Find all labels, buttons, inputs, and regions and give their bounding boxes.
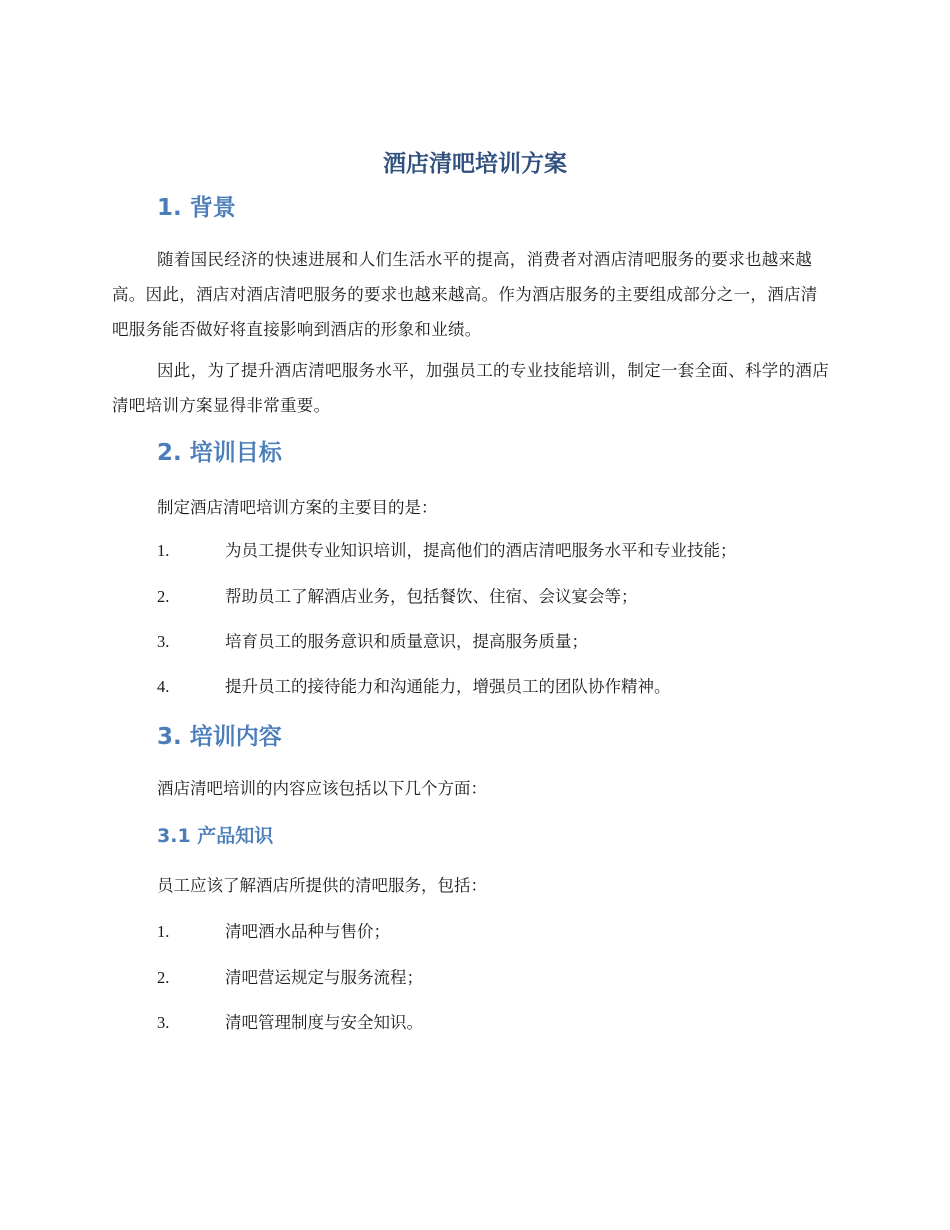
- product-item-text: 清吧管理制度与安全知识。: [225, 1013, 423, 1032]
- product-item-number: 2.: [157, 968, 170, 987]
- heading-background: 1. 背景: [157, 195, 236, 221]
- goals-intro: 制定酒店清吧培训方案的主要目的是：: [157, 498, 438, 517]
- goals-item-text: 为员工提供专业知识培训，提高他们的酒店清吧服务水平和专业技能；: [225, 541, 737, 560]
- goals-item-text: 帮助员工了解酒店业务，包括餐饮、住宿、会议宴会等；: [225, 587, 638, 606]
- paragraph-background-2: 因此，为了提升酒店清吧服务水平，加强员工的专业技能培训，制定一套全面、科学的酒店清吧培训方案显得非常重要。: [112, 361, 829, 415]
- goals-item-text: 提升员工的接待能力和沟通能力，增强员工的团队协作精神。: [225, 677, 671, 696]
- product-item-text: 清吧营运规定与服务流程；: [225, 968, 423, 987]
- goals-item-number: 2.: [157, 587, 170, 606]
- product-knowledge-intro: 员工应该了解酒店所提供的清吧服务，包括：: [157, 876, 487, 895]
- document-title: 酒店清吧培训方案: [383, 151, 567, 177]
- goals-item-text: 培育员工的服务意识和质量意识，提高服务质量；: [225, 632, 588, 651]
- heading-goals: 2. 培训目标: [157, 440, 282, 466]
- goals-item-number: 3.: [157, 632, 170, 651]
- heading-product-knowledge: 3.1 产品知识: [157, 825, 274, 847]
- heading-content: 3. 培训内容: [157, 724, 282, 750]
- goals-item-number: 4.: [157, 677, 170, 696]
- goals-item-number: 1.: [157, 541, 170, 560]
- product-item-number: 3.: [157, 1013, 170, 1032]
- paragraph-background-1: 随着国民经济的快速进展和人们生活水平的提高，消费者对酒店清吧服务的要求也越来越高。因此，酒店对酒店清吧服务的要求也越来越高。作为酒店服务的主要组成部分之一，酒店清吧服务能否做好将直接影响到酒店的形象和业绩。: [112, 250, 818, 339]
- product-item-number: 1.: [157, 922, 170, 941]
- product-item-text: 清吧酒水品种与售价；: [225, 922, 390, 941]
- content-intro: 酒店清吧培训的内容应该包括以下几个方面：: [157, 779, 487, 798]
